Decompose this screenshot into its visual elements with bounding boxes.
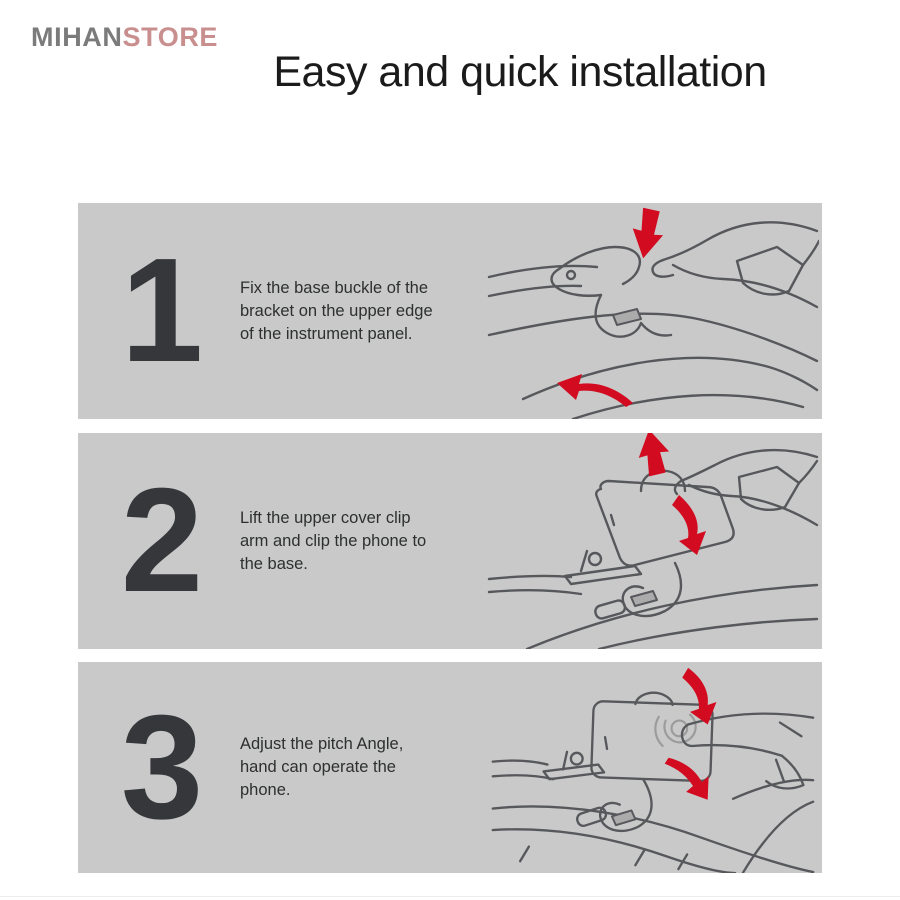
red-curved-arrow-down-icon xyxy=(672,495,706,555)
lifting-hand xyxy=(675,450,817,525)
step-3-text-line: phone. xyxy=(240,781,291,799)
mount-base xyxy=(544,752,652,831)
step-3-text-line: Adjust the pitch Angle, xyxy=(240,735,404,753)
dashboard-lines xyxy=(489,576,817,649)
page-title: Easy and quick installation xyxy=(273,48,767,96)
dashboard-lines xyxy=(489,266,817,419)
step-2-text xyxy=(240,433,465,649)
step-2-number: 2 xyxy=(120,458,204,623)
red-curved-arrow-left-icon xyxy=(557,374,633,407)
red-curved-arrow-down-right-icon xyxy=(665,758,709,800)
phone xyxy=(596,471,733,566)
step-1-text-line: bracket on the upper edge xyxy=(240,301,433,320)
step-1-text-line: Fix the base buckle of the xyxy=(240,278,429,297)
step-2-illustration xyxy=(483,433,819,649)
step-1-illustration xyxy=(483,203,819,419)
step-1-text-line: of the instrument panel. xyxy=(240,324,413,343)
step-2-text-line: arm and clip the phone to xyxy=(240,531,427,550)
step-1-text xyxy=(240,203,465,419)
brand-logo-store: STORE xyxy=(122,22,219,52)
step-3-text xyxy=(240,662,465,873)
step-3-illustration xyxy=(483,662,819,873)
step-2-text-line: the base. xyxy=(240,554,308,573)
step-3-text-line: hand can operate the xyxy=(240,758,396,776)
phone xyxy=(591,693,713,782)
operating-finger xyxy=(682,714,813,789)
dashboard-lines xyxy=(493,761,813,873)
step-panel-3 xyxy=(78,662,822,873)
step-panel-1 xyxy=(78,203,822,419)
step-3-number: 3 xyxy=(120,684,204,850)
touch-ripple-icon xyxy=(655,715,695,746)
step-2-text-line: Lift the upper cover clip xyxy=(240,508,411,527)
step-1-number: 1 xyxy=(120,228,204,393)
brand-logo xyxy=(31,22,218,53)
bottom-divider xyxy=(0,896,900,897)
pressing-hand xyxy=(652,222,819,307)
base-buckle xyxy=(552,247,672,337)
step-panel-2 xyxy=(78,433,822,649)
brand-logo-mihan: MIHAN xyxy=(31,22,123,52)
